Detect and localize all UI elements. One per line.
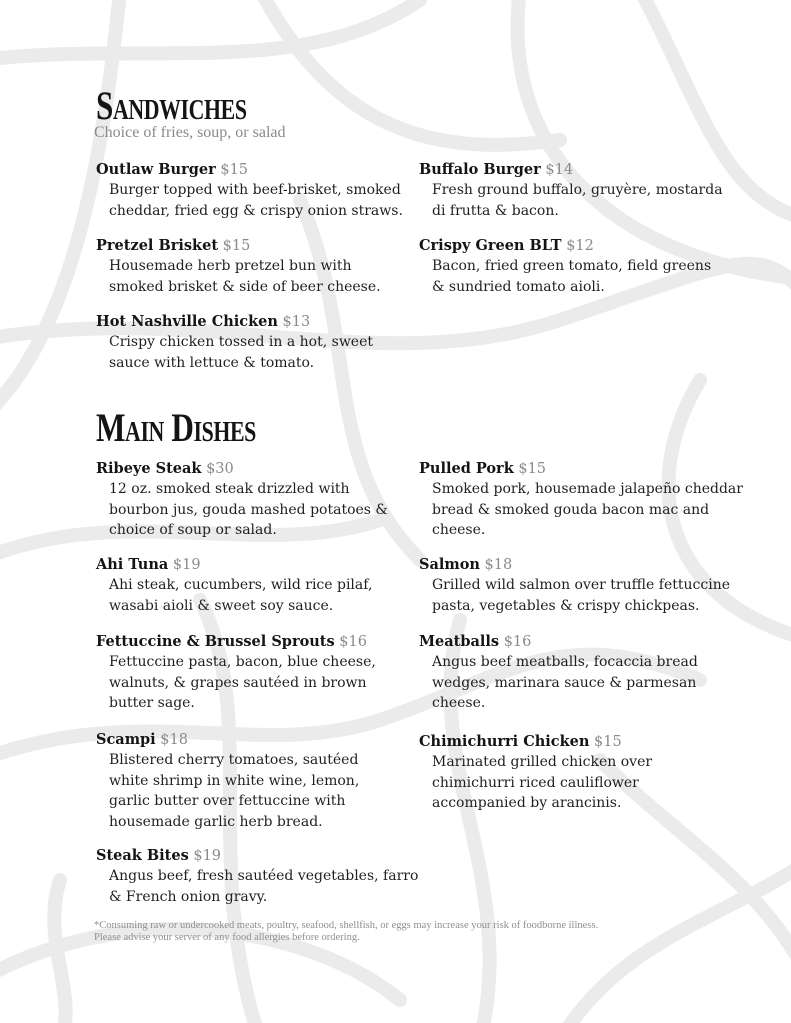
item-description: Blistered cherry tomatoes, sautéed white shrimp in white wine, lemon, garlic butter over fettuccine with housemade garlic herb bread. — [109, 752, 360, 830]
menu-item — [419, 555, 739, 616]
item-price: $15 — [222, 238, 251, 254]
menu-item — [96, 632, 416, 714]
item-name: Pulled Pork — [419, 460, 514, 477]
menu-item — [96, 312, 416, 373]
item-name: Scampi — [96, 731, 156, 748]
allergy-disclaimer — [94, 920, 734, 944]
item-price: $14 — [545, 162, 574, 178]
item-name: Fettuccine & Brussel Sprouts — [96, 633, 335, 650]
item-description: Fettuccine pasta, bacon, blue cheese, walnuts, & grapes sautéed in brown butter sage. — [109, 654, 376, 711]
item-price: $16 — [339, 634, 367, 650]
menu-item — [419, 236, 739, 297]
item-price: $13 — [282, 314, 311, 330]
section-title-sandwiches: Sandwiches — [96, 83, 247, 128]
item-description: Ahi steak, cucumbers, wild rice pilaf, wasabi aioli & sweet soy sauce. — [109, 577, 373, 614]
item-name: Steak Bites — [96, 847, 189, 864]
item-price: $19 — [172, 557, 201, 573]
item-name: Salmon — [419, 556, 480, 573]
item-description: Burger topped with beef-brisket, smoked cheddar, fried egg & crispy onion straws. — [109, 182, 403, 219]
menu-item — [96, 846, 419, 907]
item-description: Grilled wild salmon over truffle fettuccine pasta, vegetables & crispy chickpeas. — [432, 577, 730, 614]
menu-item — [96, 160, 416, 221]
item-name: Ribeye Steak — [96, 460, 202, 477]
item-price: $18 — [160, 732, 188, 748]
item-price: $16 — [503, 634, 532, 650]
item-description: Housemade herb pretzel bun with smoked brisket & side of beer cheese. — [109, 258, 381, 295]
item-description: Bacon, fried green tomato, field greens & sundried tomato aioli. — [432, 258, 712, 295]
item-price: $15 — [518, 461, 547, 477]
item-name: Crispy Green BLT — [419, 237, 562, 254]
menu-item — [419, 732, 739, 814]
menu-item — [96, 459, 416, 541]
item-price: $12 — [566, 238, 594, 254]
menu-item — [96, 555, 416, 616]
menu-item — [419, 632, 739, 714]
item-name: Meatballs — [419, 633, 500, 650]
item-name: Buffalo Burger — [419, 161, 541, 178]
item-description: Angus beef, fresh sautéed vegetables, farro & French onion gravy. — [109, 868, 419, 905]
disclaimer-line: Please advise your server of any food allergies before ordering. — [94, 932, 360, 943]
item-name: Outlaw Burger — [96, 161, 216, 178]
item-description: Smoked pork, housemade jalapeño cheddar bread & smoked gouda bacon mac and cheese. — [432, 481, 743, 538]
item-price: $18 — [484, 557, 513, 573]
section-subtitle: Choice of fries, soup, or salad — [94, 124, 286, 141]
item-description: Angus beef meatballs, focaccia bread wedges, marinara sauce & parmesan cheese. — [432, 654, 698, 711]
item-price: $15 — [220, 162, 249, 178]
item-description: Marinated grilled chicken over chimichurri riced cauliflower accompanied by arancinis. — [432, 754, 653, 811]
item-name: Ahi Tuna — [96, 556, 169, 573]
item-description: Crispy chicken tossed in a hot, sweet sauce with lettuce & tomato. — [109, 334, 373, 371]
disclaimer-line: *Consuming raw or undercooked meats, poultry, seafood, shellfish, or eggs may increase your risk of foodborne illness. — [94, 920, 599, 931]
menu-item — [96, 730, 416, 832]
item-price: $30 — [206, 461, 234, 477]
menu-item — [419, 459, 743, 541]
item-name: Hot Nashville Chicken — [96, 313, 278, 330]
menu-item — [419, 160, 739, 221]
menu-item — [96, 236, 416, 297]
item-price: $19 — [193, 848, 222, 864]
section-title-main-dishes: Main Dishes — [96, 405, 256, 450]
item-description: 12 oz. smoked steak drizzled with bourbon jus, gouda mashed potatoes & choice of soup or salad. — [109, 481, 388, 538]
item-description: Fresh ground buffalo, gruyère, mostarda di frutta & bacon. — [432, 182, 723, 219]
item-price: $15 — [594, 734, 622, 750]
item-name: Pretzel Brisket — [96, 237, 219, 254]
item-name: Chimichurri Chicken — [419, 733, 590, 750]
